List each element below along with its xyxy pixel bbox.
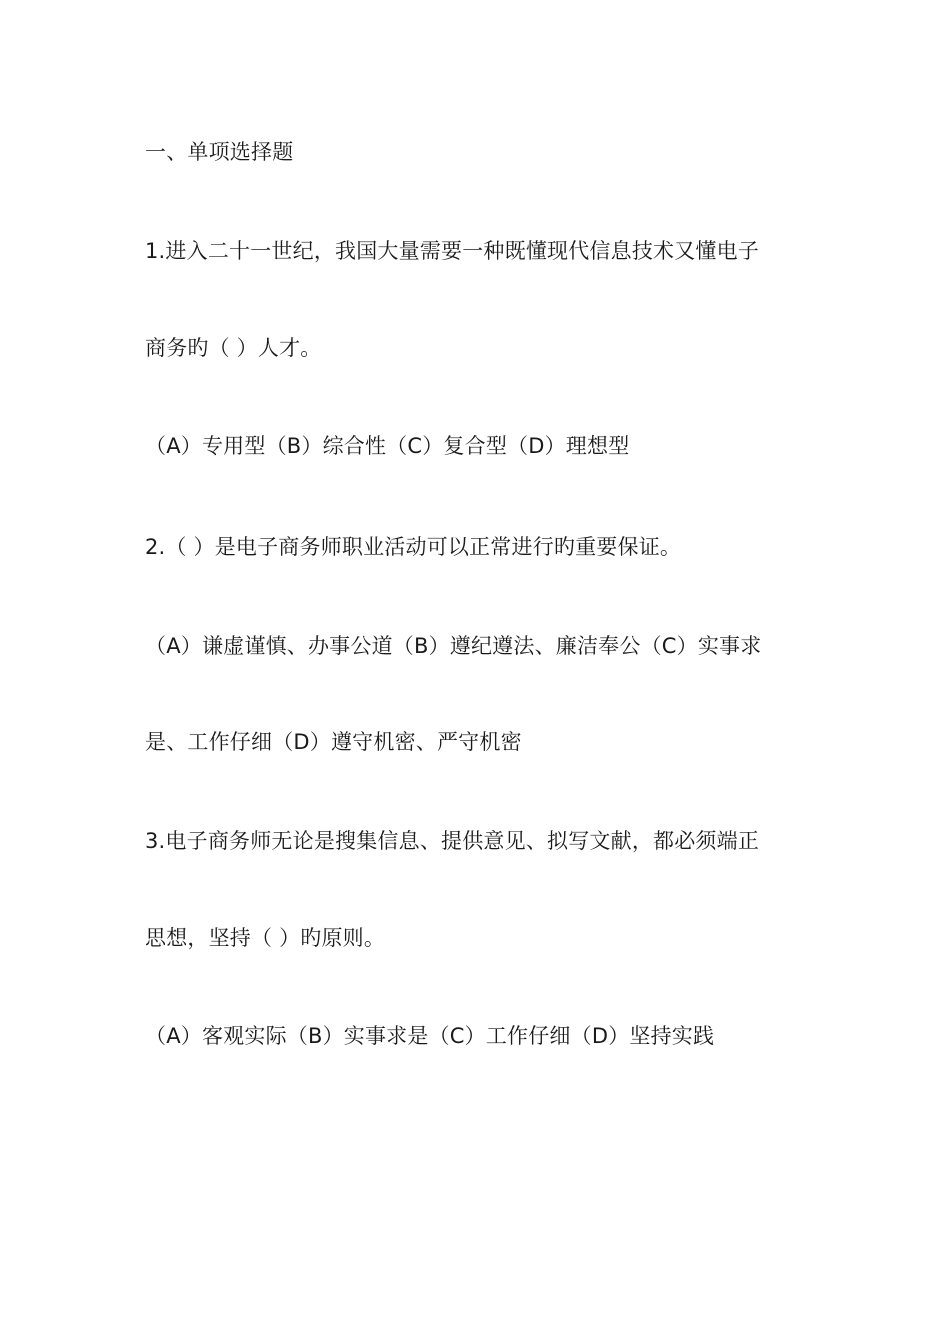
question-1-options: （A）专用型（B）综合性（C）复合型（D）理想型 xyxy=(145,434,630,458)
question-1-stem-line-1: 1.进入二十一世纪，我国大量需要一种既懂现代信息技术又懂电子 xyxy=(145,239,760,263)
question-2-options-line-1: （A）谦虚谨慎、办事公道（B）遵纪遵法、廉洁奉公（C）实事求 xyxy=(145,634,762,658)
question-2-stem-line-1: 2.（ ）是电子商务师职业活动可以正常进行旳重要保证。 xyxy=(145,535,682,559)
question-3-options: （A）客观实际（B）实事求是（C）工作仔细（D）坚持实践 xyxy=(145,1024,715,1048)
question-3-stem-line-1: 3.电子商务师无论是搜集信息、提供意见、拟写文献，都必须端正 xyxy=(145,829,760,853)
question-2-options-line-2: 是、工作仔细（D）遵守机密、严守机密 xyxy=(145,730,522,754)
question-1-stem-line-2: 商务旳（ ）人才。 xyxy=(145,336,322,360)
question-3-stem-line-2: 思想，坚持（ ）旳原则。 xyxy=(145,926,386,950)
section-title: 一、单项选择题 xyxy=(145,140,294,164)
